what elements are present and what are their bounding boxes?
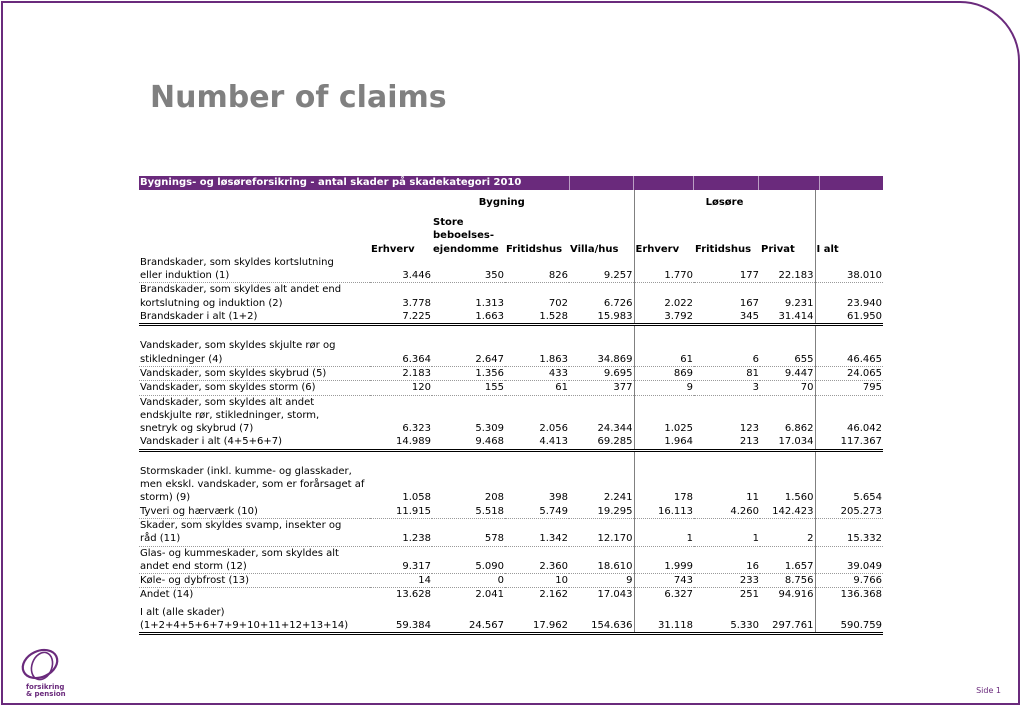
table-cell: 24.065 bbox=[815, 366, 883, 380]
caption-divider bbox=[758, 176, 759, 190]
page-title: Number of claims bbox=[150, 80, 447, 115]
table-cell: 61 bbox=[505, 381, 569, 395]
table-cell: 38.010 bbox=[815, 256, 883, 283]
table-cell: 9.257 bbox=[569, 256, 634, 283]
table-row bbox=[139, 381, 883, 395]
table-cell: 1.999 bbox=[634, 546, 694, 574]
table-cell: 9.695 bbox=[569, 366, 634, 380]
row-label: Stormskader (inkl. kumme- og glasskader, men ekskl. vandskader, som er forårsaget af storm) (9) bbox=[140, 465, 365, 504]
table-cell: 251 bbox=[739, 589, 759, 601]
table-cell: 1.863 bbox=[505, 339, 569, 366]
table-cell: 2.162 bbox=[539, 589, 568, 601]
table-row bbox=[139, 283, 883, 310]
row-label: Vandskader, som skyldes skjulte rør og stikledninger (4) bbox=[139, 339, 370, 366]
table-cell: 1.663 bbox=[432, 310, 505, 325]
table-cell: 1.657 bbox=[760, 546, 815, 574]
table-row bbox=[139, 606, 883, 634]
column-header: I alt bbox=[816, 243, 839, 255]
table-cell: 0 bbox=[432, 574, 505, 588]
table-cell: 5.749 bbox=[505, 505, 569, 519]
caption-divider bbox=[819, 176, 820, 190]
table-cell: 1.313 bbox=[475, 297, 504, 309]
row-label: Glas- og kummeskader, som skyldes alt andet end storm (12) bbox=[139, 546, 370, 574]
table-cell: 9.766 bbox=[815, 574, 883, 588]
table-cell: 1.058 bbox=[402, 492, 431, 504]
table-cell: 19.295 bbox=[569, 505, 634, 519]
table-cell: 2.183 bbox=[370, 366, 432, 380]
table-cell: 16 bbox=[694, 546, 760, 574]
table-cell: 23.940 bbox=[847, 297, 882, 309]
table-cell: 46.042 bbox=[847, 423, 882, 435]
row-label: Vandskader, som skyldes storm (6) bbox=[139, 381, 370, 395]
row-label: Andet (14) bbox=[140, 589, 194, 601]
table-cell: 15.983 bbox=[569, 310, 634, 325]
table-row bbox=[139, 395, 883, 435]
column-header: Erhverv bbox=[635, 243, 680, 255]
table-cell: 655 bbox=[760, 339, 815, 366]
table-cell: 18.610 bbox=[569, 546, 634, 574]
table-cell: 9 bbox=[569, 574, 634, 588]
table-cell: 17.962 bbox=[505, 606, 569, 634]
spacer-row bbox=[139, 450, 883, 465]
table-cell: 5.330 bbox=[694, 606, 760, 634]
claims-table bbox=[139, 176, 883, 635]
table-caption-text: Bygnings- og løsøreforsikring - antal skader på skadekategori 2010 bbox=[140, 177, 522, 188]
table-cell: 9.447 bbox=[760, 366, 815, 380]
table-cell: 590.759 bbox=[815, 606, 883, 634]
table-cell: 1.238 bbox=[370, 518, 432, 546]
group-header-bygning: Bygning bbox=[370, 190, 634, 216]
table-cell: 69.285 bbox=[569, 435, 634, 450]
table-cell: 13.628 bbox=[396, 589, 431, 601]
table-cell: 2.241 bbox=[569, 465, 634, 505]
table-cell: 3 bbox=[694, 381, 760, 395]
row-label: I alt (alle skader) (1+2+4+5+6+7+9+10+11+12+13+14) bbox=[139, 606, 370, 634]
table-cell: 578 bbox=[432, 518, 505, 546]
table-cell: 1 bbox=[634, 518, 694, 546]
table-cell: 70 bbox=[760, 381, 815, 395]
table-cell: 205.273 bbox=[815, 505, 883, 519]
group-header-row bbox=[139, 190, 883, 216]
table-cell: 31.118 bbox=[634, 606, 694, 634]
caption-divider bbox=[569, 176, 570, 190]
caption-divider bbox=[633, 176, 634, 190]
table-cell: 795 bbox=[815, 381, 883, 395]
table-row bbox=[139, 518, 883, 546]
table-cell: 17.043 bbox=[569, 588, 634, 602]
table-cell: 31.414 bbox=[760, 310, 815, 325]
table-cell: 743 bbox=[634, 574, 694, 588]
column-header: Erhverv bbox=[371, 243, 415, 255]
table-cell: 9.317 bbox=[370, 546, 432, 574]
table-cell: 2.022 bbox=[664, 297, 693, 309]
table-cell: 433 bbox=[505, 366, 569, 380]
table-cell: 12.170 bbox=[569, 518, 634, 546]
table-cell: 1.964 bbox=[634, 435, 694, 450]
column-header-row bbox=[139, 216, 883, 256]
table-cell: 34.869 bbox=[569, 339, 634, 366]
table-cell: 2 bbox=[760, 518, 815, 546]
table-cell: 5.518 bbox=[432, 505, 505, 519]
table-cell: 297.761 bbox=[760, 606, 815, 634]
table-cell: 2.360 bbox=[505, 546, 569, 574]
table-cell: 6.726 bbox=[569, 283, 634, 310]
table-cell: 5.654 bbox=[853, 492, 882, 504]
row-label: Vandskader, som skyldes skybrud (5) bbox=[139, 366, 370, 380]
table-cell: 345 bbox=[694, 310, 760, 325]
table-cell: 142.423 bbox=[760, 505, 815, 519]
table-cell: 167 bbox=[739, 297, 759, 309]
row-label: Vandskader i alt (4+5+6+7) bbox=[139, 435, 370, 450]
logo-wordmark: forsikring & pension bbox=[26, 683, 66, 698]
table-cell: 208 bbox=[484, 492, 504, 504]
table-cell: 24.344 bbox=[569, 395, 634, 435]
table-cell: 15.332 bbox=[815, 518, 883, 546]
table-cell: 702 bbox=[548, 297, 568, 309]
table-caption bbox=[139, 176, 883, 190]
row-label: Brandskader, som skyldes alt andet end kortslutning og induktion (2) bbox=[140, 284, 342, 309]
table-cell: 94.916 bbox=[760, 588, 815, 602]
column-header: Fritidshus bbox=[695, 243, 752, 255]
row-label: Skader, som skyldes svamp, insekter og råd (11) bbox=[139, 518, 370, 546]
table-cell: 22.183 bbox=[760, 256, 815, 283]
table-cell: 213 bbox=[694, 435, 760, 450]
column-header: Store beboelses-ejendomme bbox=[433, 217, 499, 255]
claims-grid bbox=[139, 190, 883, 635]
table-cell: 5.090 bbox=[432, 546, 505, 574]
table-cell: 16.113 bbox=[634, 505, 694, 519]
column-header: Privat bbox=[760, 216, 815, 256]
table-cell: 398 bbox=[548, 492, 568, 504]
table-cell: 39.049 bbox=[815, 546, 883, 574]
table-cell: 1.770 bbox=[634, 256, 694, 283]
row-label: Brandskader, som skyldes kortslutning eller induktion (1) bbox=[139, 256, 370, 283]
table-cell: 81 bbox=[694, 366, 760, 380]
table-body bbox=[139, 256, 883, 634]
table-cell: 1.342 bbox=[505, 518, 569, 546]
table-cell: 61.950 bbox=[815, 310, 883, 325]
table-cell: 3.446 bbox=[370, 256, 432, 283]
table-cell: 7.225 bbox=[370, 310, 432, 325]
table-row bbox=[139, 574, 883, 588]
table-cell: 59.384 bbox=[370, 606, 432, 634]
table-cell: 826 bbox=[505, 256, 569, 283]
caption-divider bbox=[693, 176, 694, 190]
table-cell: 154.636 bbox=[569, 606, 634, 634]
page-number: Side 1 bbox=[976, 686, 1001, 695]
group-header-losore: Løsøre bbox=[634, 190, 815, 216]
spacer-row bbox=[139, 325, 883, 340]
table-cell: 2.056 bbox=[539, 423, 568, 435]
table-cell: 9.231 bbox=[760, 283, 815, 310]
table-row bbox=[139, 588, 883, 602]
column-header: Fritidshus bbox=[506, 243, 563, 255]
table-cell: 1.025 bbox=[664, 423, 693, 435]
table-cell: 9.468 bbox=[432, 435, 505, 450]
table-cell: 6.364 bbox=[370, 339, 432, 366]
table-cell: 178 bbox=[673, 492, 693, 504]
table-cell: 61 bbox=[634, 339, 694, 366]
table-row bbox=[139, 366, 883, 380]
table-cell: 123 bbox=[739, 423, 759, 435]
table-cell: 233 bbox=[694, 574, 760, 588]
table-cell: 4.260 bbox=[694, 505, 760, 519]
table-cell: 136.368 bbox=[840, 589, 882, 601]
table-cell: 14.989 bbox=[370, 435, 432, 450]
table-cell: 11 bbox=[746, 492, 759, 504]
row-label: Vandskader, som skyldes alt andet endskjulte rør, stikledninger, storm, snetryk og skybrud (7) bbox=[140, 396, 320, 435]
table-cell: 3.778 bbox=[402, 297, 431, 309]
table-cell: 8.756 bbox=[760, 574, 815, 588]
table-cell: 1.528 bbox=[505, 310, 569, 325]
table-cell: 2.041 bbox=[475, 589, 504, 601]
table-cell: 3.792 bbox=[634, 310, 694, 325]
row-label: Tyveri og hærværk (10) bbox=[139, 505, 370, 519]
table-cell: 17.034 bbox=[760, 435, 815, 450]
table-row bbox=[139, 505, 883, 519]
column-header: Villa/hus bbox=[569, 216, 634, 256]
table-cell: 2.647 bbox=[432, 339, 505, 366]
table-row bbox=[139, 256, 883, 283]
table-cell: 350 bbox=[432, 256, 505, 283]
row-label: Brandskader i alt (1+2) bbox=[139, 310, 370, 325]
table-cell: 6.862 bbox=[760, 395, 815, 435]
table-cell: 5.309 bbox=[475, 423, 504, 435]
table-cell: 6 bbox=[694, 339, 760, 366]
table-cell: 1 bbox=[694, 518, 760, 546]
table-row bbox=[139, 435, 883, 450]
table-cell: 9 bbox=[634, 381, 694, 395]
table-cell: 120 bbox=[370, 381, 432, 395]
table-row bbox=[139, 465, 883, 505]
row-label: Køle- og dybfrost (13) bbox=[139, 574, 370, 588]
table-cell: 1.356 bbox=[432, 366, 505, 380]
table-cell: 4.413 bbox=[505, 435, 569, 450]
table-cell: 117.367 bbox=[815, 435, 883, 450]
table-cell: 869 bbox=[634, 366, 694, 380]
table-cell: 14 bbox=[370, 574, 432, 588]
table-cell: 6.327 bbox=[664, 589, 693, 601]
table-cell: 177 bbox=[694, 256, 760, 283]
table-cell: 24.567 bbox=[432, 606, 505, 634]
table-cell: 6.323 bbox=[402, 423, 431, 435]
table-row bbox=[139, 339, 883, 366]
table-cell: 46.465 bbox=[815, 339, 883, 366]
table-cell: 10 bbox=[505, 574, 569, 588]
table-row bbox=[139, 546, 883, 574]
table-row bbox=[139, 310, 883, 325]
table-cell: 11.915 bbox=[370, 505, 432, 519]
table-cell: 377 bbox=[569, 381, 634, 395]
table-cell: 155 bbox=[432, 381, 505, 395]
table-cell: 1.560 bbox=[760, 465, 815, 505]
